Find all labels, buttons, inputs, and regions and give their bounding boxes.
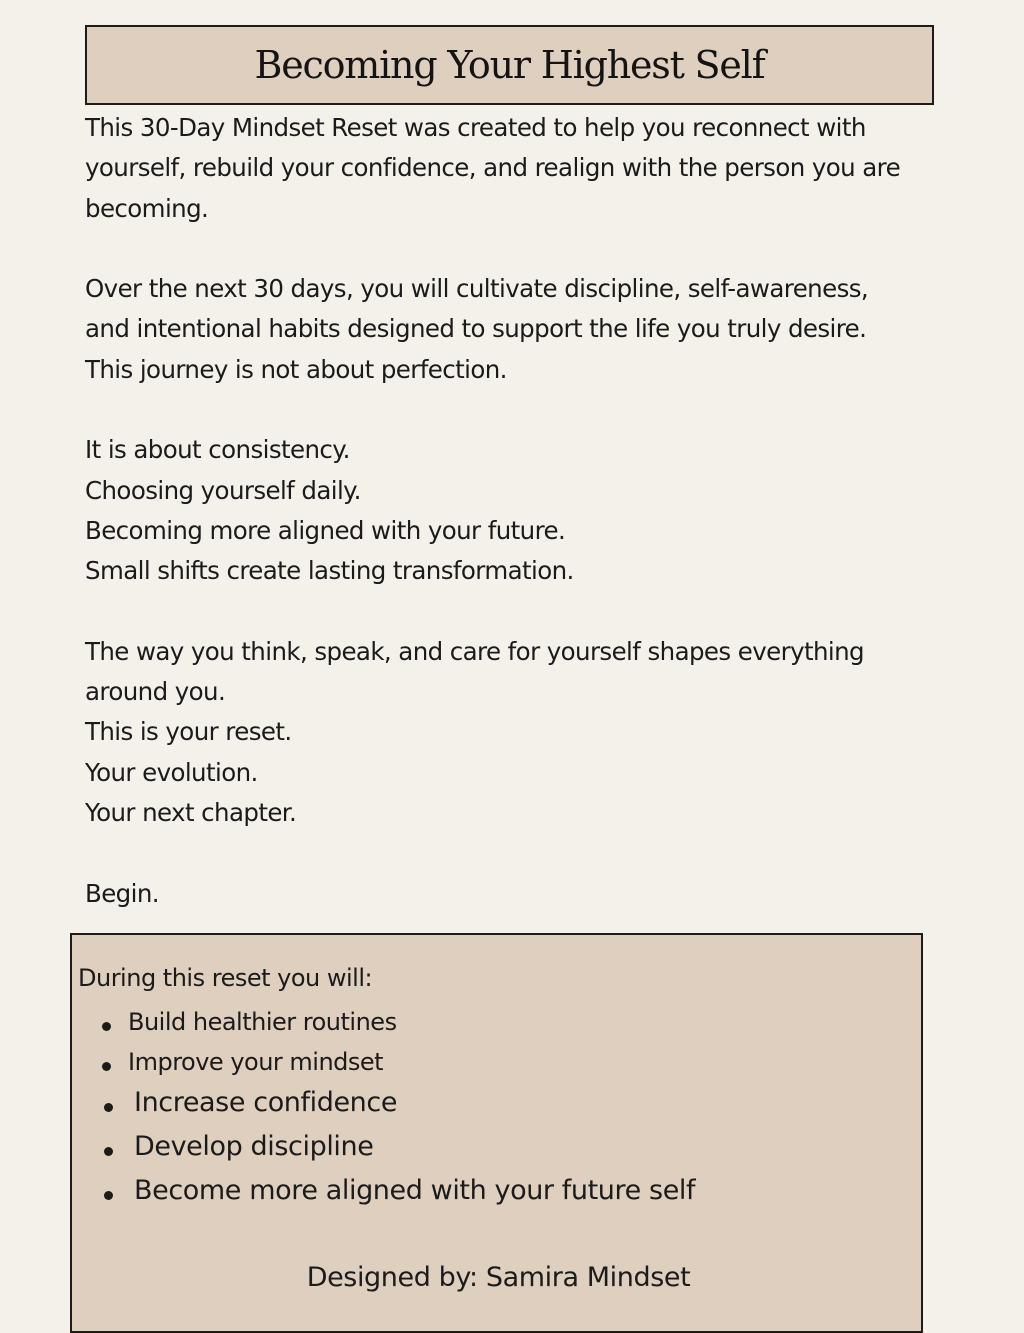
paragraph-line: yourself, rebuild your confidence, and realign with the person you are xyxy=(85,153,901,183)
paragraph-line: Becoming more aligned with your future. xyxy=(85,515,566,545)
closing-line: Begin. xyxy=(85,878,159,908)
paragraph-line: around you. xyxy=(85,677,226,707)
list-item-label: Increase confidence xyxy=(134,1087,398,1118)
intro-text xyxy=(85,108,955,914)
list-item-label: Improve your mindset xyxy=(128,1048,384,1076)
paragraph-line: Over the next 30 days, you will cultivate discipline, self-awareness, xyxy=(85,274,869,304)
paragraph-line: This is your reset. xyxy=(85,717,292,747)
page-title: Becoming Your Highest Self xyxy=(254,43,765,87)
list-item-label: Develop discipline xyxy=(134,1131,374,1162)
title-banner xyxy=(85,25,934,105)
bullet-icon xyxy=(102,1062,111,1071)
bullet-icon xyxy=(102,1022,111,1031)
list-item-label: Become more aligned with your future self xyxy=(134,1175,696,1206)
paragraph-gap xyxy=(85,833,955,873)
paragraph-line: becoming. xyxy=(85,193,209,223)
paragraph-gap xyxy=(85,390,955,430)
paragraph-line: This 30-Day Mindset Reset was created to help you reconnect with xyxy=(85,113,866,142)
paragraph-gap xyxy=(85,592,955,632)
paragraph-line: Small shifts create lasting transformation. xyxy=(85,556,574,586)
paragraph-line: Your next chapter. xyxy=(85,798,297,828)
designer-credit: Designed by: Samira Mindset xyxy=(306,1262,691,1293)
paragraph-line: This journey is not about perfection. xyxy=(85,354,507,384)
bullet-icon xyxy=(104,1191,113,1200)
bullet-icon xyxy=(104,1147,113,1156)
list-item-label: Build healthier routines xyxy=(128,1008,397,1036)
reset-summary-box xyxy=(70,933,923,1333)
paragraph-line: It is about consistency. xyxy=(85,435,350,465)
bullet-icon xyxy=(104,1103,113,1112)
paragraph-gap xyxy=(85,229,955,269)
paragraph-line: and intentional habits designed to support the life you truly desire. xyxy=(85,314,867,344)
paragraph-line: The way you think, speak, and care for yourself shapes everything xyxy=(85,636,864,666)
paragraph-line: Choosing yourself daily. xyxy=(85,475,361,505)
paragraph-line: Your evolution. xyxy=(85,757,258,787)
reset-intro: During this reset you will: xyxy=(78,964,373,992)
